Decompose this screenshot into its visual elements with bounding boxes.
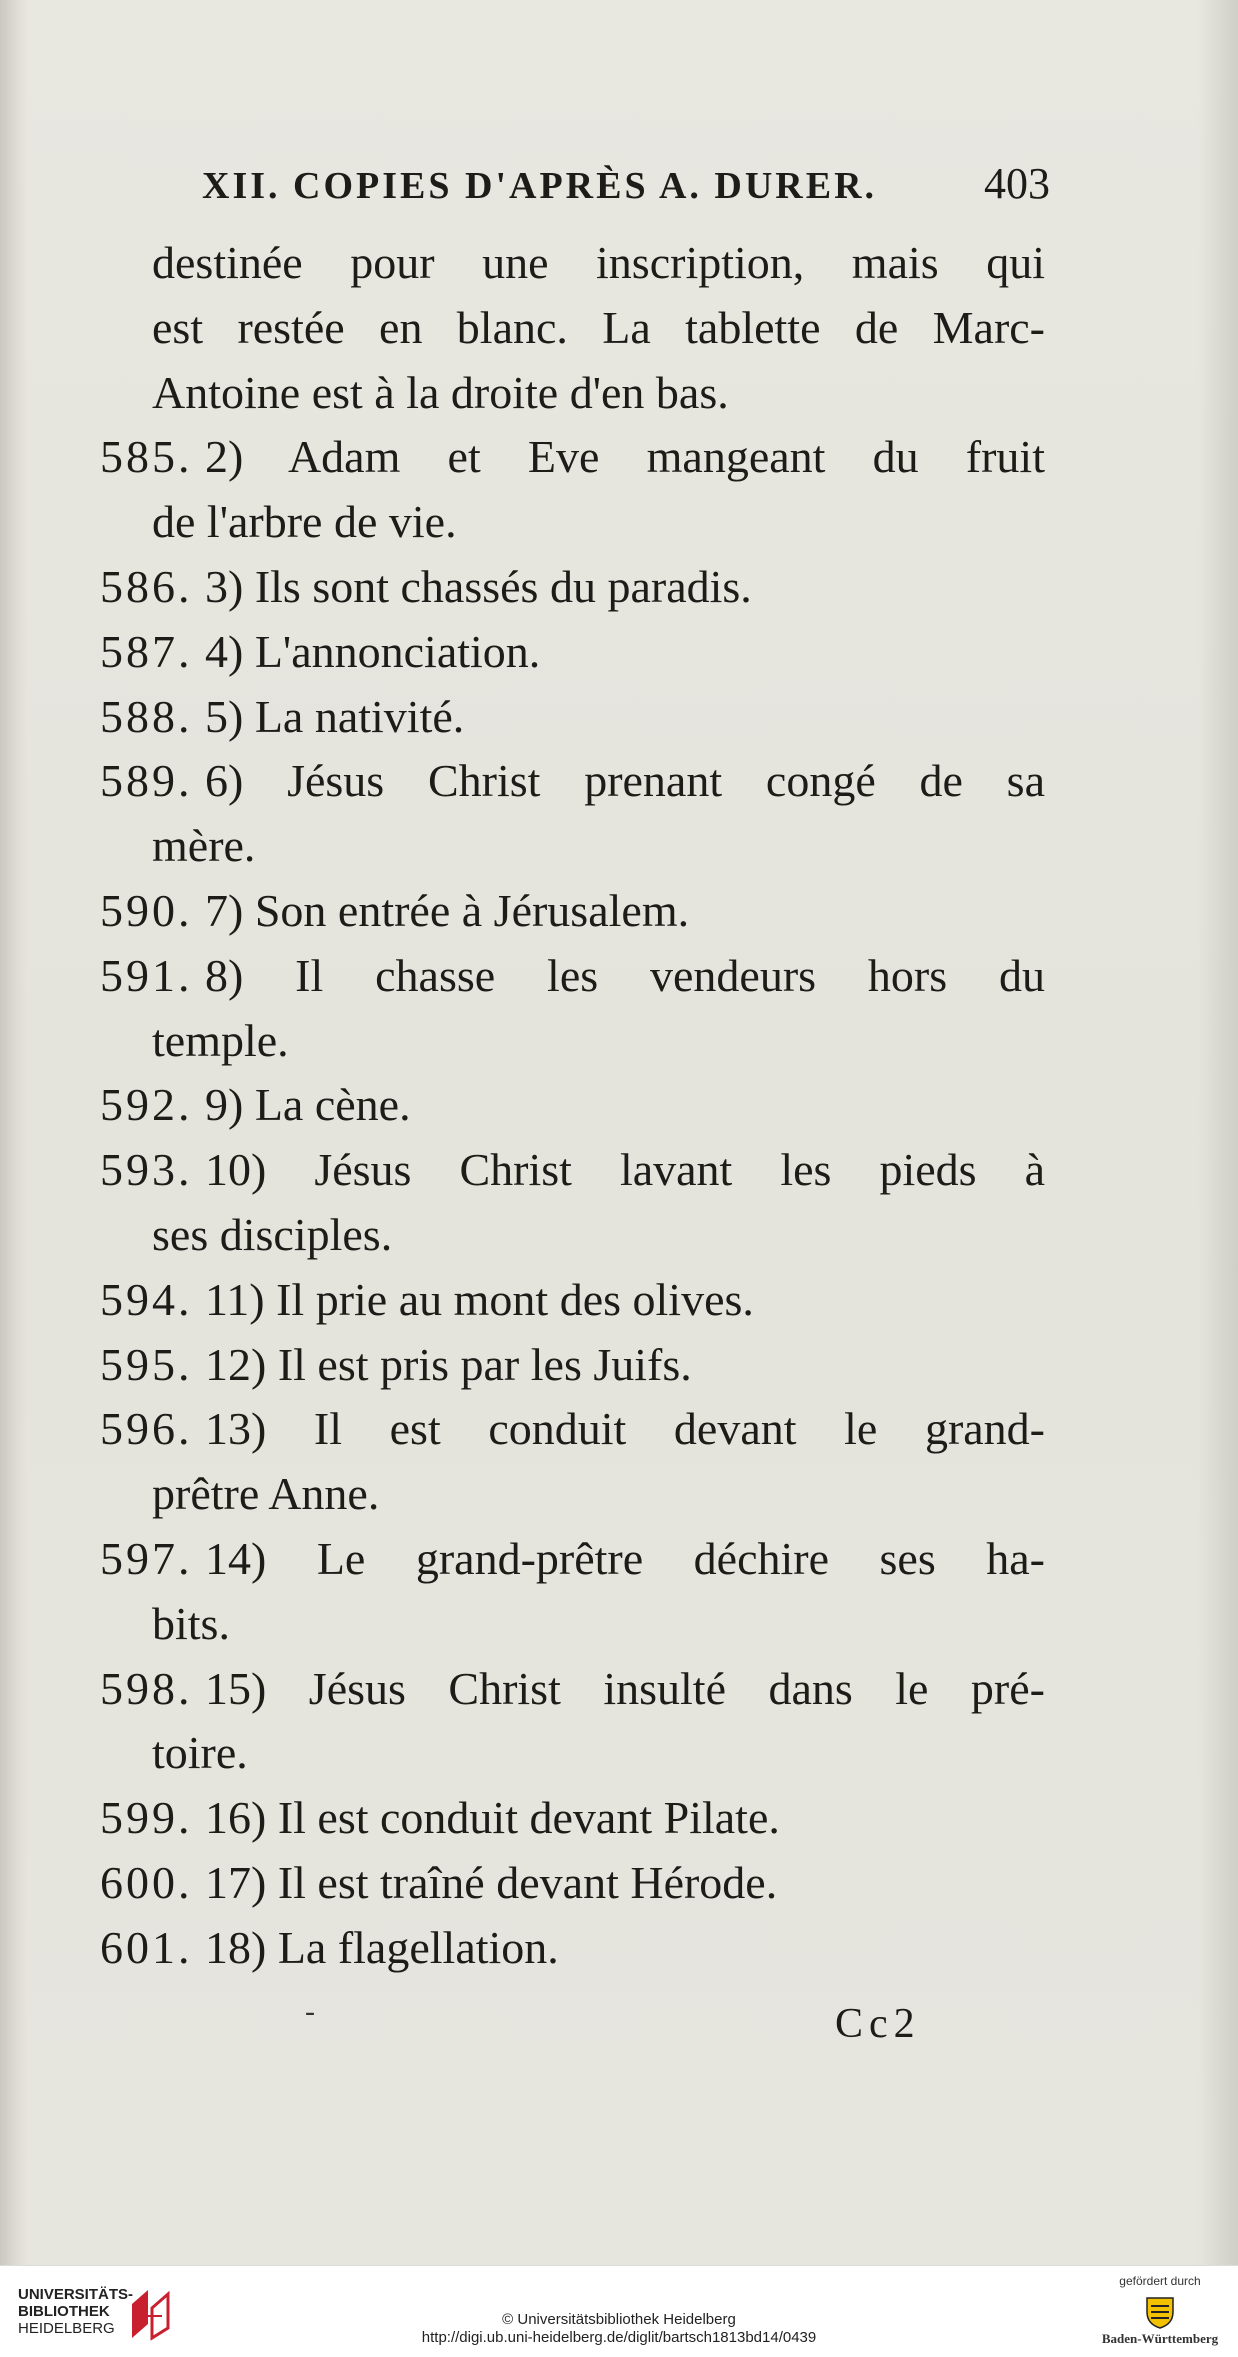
entry-number: 588. [100, 690, 193, 742]
library-name-line3: HEIDELBERG [18, 2320, 115, 2337]
entry-title: 13) Il est conduit devant le grand- [205, 1403, 1045, 1455]
entry-number: 589. [100, 755, 193, 807]
entry-number: 598. [100, 1662, 193, 1714]
entry-title: 16) Il est conduit devant Pilate. [205, 1792, 780, 1844]
page-edge-shadow-right [1198, 0, 1238, 2265]
source-url-link[interactable]: http://digi.ub.uni-heidelberg.de/diglit/bartsch1813bd14/0439 [421, 2329, 817, 2346]
entry-number: 591. [100, 949, 193, 1001]
entry-title: 3) Ils sont chassés du paradis. [205, 561, 752, 612]
entry-title: 10) Jésus Christ lavant les pieds à [205, 1144, 1045, 1196]
entry-title: 2) Adam et Eve mangeant du fruit [205, 431, 1045, 483]
running-header [202, 158, 1050, 209]
entry-number: 593. [100, 1144, 193, 1196]
entry-continuation: bits. [152, 1597, 230, 1649]
printer-mark: - [305, 1995, 315, 2028]
entry-continuation: prêtre Anne. [152, 1468, 380, 1520]
entry-number: 600. [100, 1857, 193, 1908]
copyright-block [0, 2311, 1238, 2347]
entry-continuation: ses disciples. [152, 1209, 393, 1260]
page-number: 403 [984, 159, 1050, 208]
state-crest-icon [1141, 2292, 1179, 2330]
page-edge-shadow-left [0, 0, 28, 2265]
entry-title: 12) Il est pris par les Juifs. [205, 1338, 692, 1390]
entry-number: 599. [100, 1792, 193, 1844]
entry-number: 585. [100, 431, 193, 483]
sponsor-name: Baden-Württemberg [1101, 2331, 1219, 2346]
entry-continuation: mère. [152, 820, 256, 872]
entry-title: 9) La cène. [205, 1079, 411, 1131]
entry-number: 594. [100, 1273, 193, 1325]
entry-number: 586. [100, 561, 193, 612]
entry-title: 17) Il est traîné devant Hérode. [205, 1857, 778, 1908]
entry-continuation: toire. [152, 1727, 248, 1779]
entry-title: 18) La flagellation. [205, 1921, 559, 1973]
entry-title: 5) La nativité. [205, 690, 465, 742]
entry-number: 597. [100, 1533, 193, 1584]
intro-line: destinée pour une inscription, mais qui [152, 237, 1045, 288]
entry-continuation: de l'arbre de vie. [152, 496, 457, 548]
entry-number: 601. [100, 1921, 193, 1973]
library-name-line1: UNIVERSITÄTS- [18, 2286, 134, 2303]
entry-title: 15) Jésus Christ insulté dans le pré- [205, 1662, 1045, 1714]
entry-title: 7) Son entrée à Jérusalem. [205, 885, 690, 936]
sponsor-block [1100, 2274, 1220, 2346]
intro-line: est restée en blanc. La tablette de Marc- [152, 301, 1045, 353]
entry-continuation: temple. [152, 1014, 289, 1066]
intro-line: Antoine est à la droite d'en bas. [152, 366, 729, 418]
entry-number: 587. [100, 625, 193, 677]
entry-number: 590. [100, 885, 193, 936]
entry-title: 11) Il prie au mont des olives. [205, 1273, 754, 1325]
entry-title: 14) Le grand-prêtre déchire ses ha- [205, 1533, 1045, 1584]
library-name-line2: BIBLIOTHEK [18, 2303, 110, 2320]
sponsor-label: gefördert durch [1119, 2274, 1201, 2288]
entry-number: 596. [100, 1403, 193, 1455]
signature-mark: Cc2 [835, 2001, 921, 2047]
entry-title: 4) L'annonciation. [205, 625, 541, 677]
copyright-text: © Universitätsbibliothek Heidelberg [502, 2311, 736, 2328]
running-header-title: XII. COPIES D'APRÈS A. DURER. [202, 165, 878, 207]
entry-number: 595. [100, 1338, 193, 1390]
entry-title: 6) Jésus Christ prenant congé de sa [205, 755, 1045, 807]
entry-title: 8) Il chasse les vendeurs hors du [205, 949, 1045, 1001]
viewer-footer [0, 2265, 1238, 2357]
entry-number: 592. [100, 1079, 193, 1131]
